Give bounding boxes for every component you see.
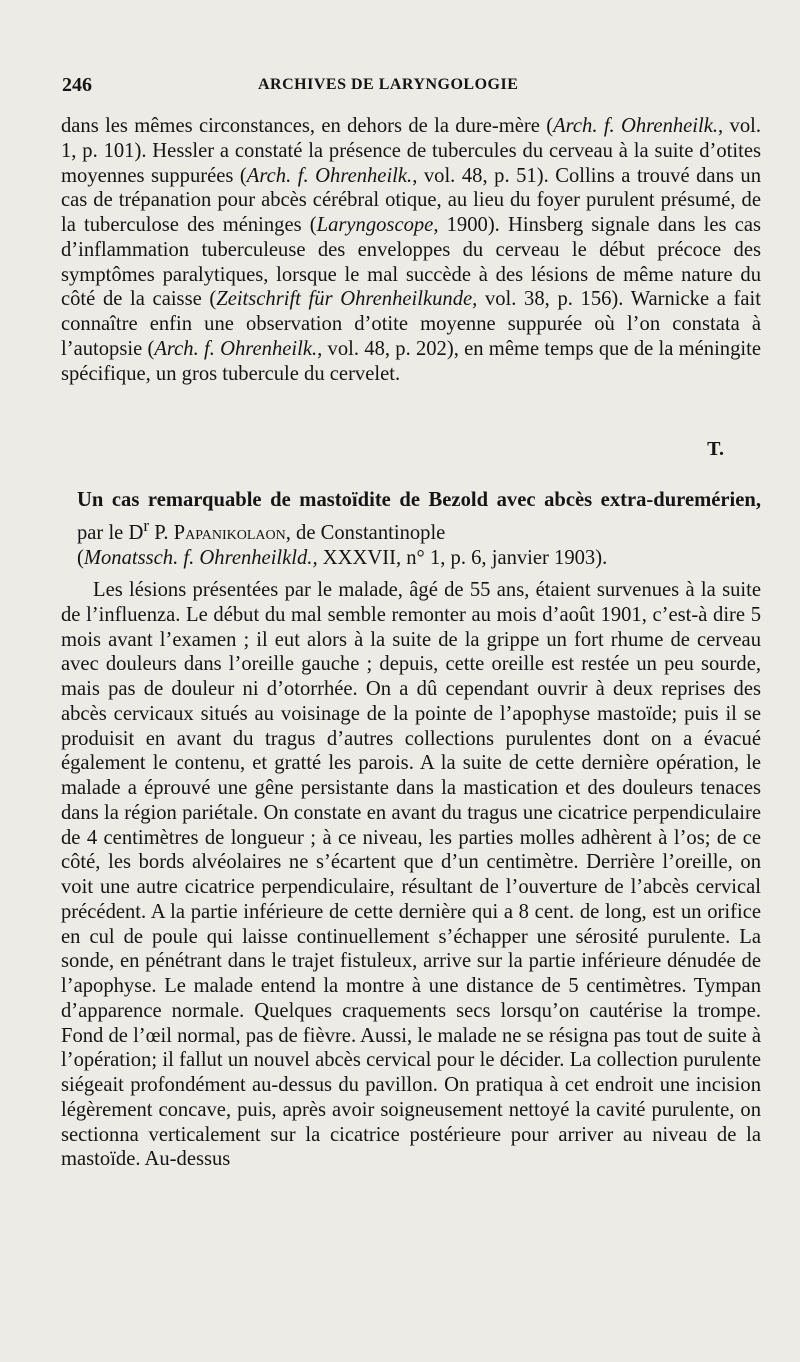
article-title: Un cas remarquable de mastoïdite de Bezold avec abcès extra-duremérien, — [77, 489, 761, 511]
byline-location: , de Constantinople — [285, 521, 446, 544]
byline-sup: r — [143, 516, 150, 535]
citation: Arch. f. Ohrenheilk. — [553, 115, 719, 137]
source-details: XXXVII, n° 1, p. 6, janvier 1903). — [317, 546, 608, 569]
text-run: vol. 48, p. 202), en même temps que de la méningite spécifique, un gros tubercule du cervelet. — [61, 337, 761, 385]
author-signature: T. — [707, 438, 724, 460]
running-title: ARCHIVES DE LARYNGOLOGIE — [258, 76, 519, 93]
text-run: 1900). Hinsberg signale dans les cas d’inflammation tuberculeuse des enveloppes du cerveau le début précoce des symptômes paralytiques, lorsque le mal succède à des lésions de même nature du côté de la caisse ( — [61, 214, 761, 311]
citation: Zeitschrift für Ohrenheilkunde, — [216, 288, 478, 311]
closing-paragraph — [61, 114, 761, 386]
author-name: Papanikolaon — [173, 521, 286, 544]
article-heading — [61, 488, 761, 571]
page-header — [62, 74, 762, 104]
source-open: ( — [77, 546, 84, 569]
text-run: dans les mêmes circonstances, en dehors de la dure-mère ( — [61, 115, 554, 137]
byline-initial: P. — [149, 521, 174, 544]
text-run: vol. 38, p. 156). Warnicke a fait connaître enfin une observation d’otite moyenne suppurée où l’on constata à l’autopsie ( — [61, 288, 761, 360]
article-source — [61, 546, 761, 571]
citation: Laryngoscope, — [316, 214, 439, 236]
article-body — [61, 578, 761, 1172]
body-paragraph: Les lésions présentées par le malade, âgé de 55 ans, étaient survenues à la suite de l’influenza. Le début du mal semble remonter au mois d’août 1901, c’est-à dire 5 mois avant l’examen ; il eut alors à la suite de la grippe un fort rhume de cerveau avec douleurs dans l’oreille gauche ; depuis, cette oreille est restée un peu sourde, mais pas de douleur ni d’otorrhée. On a dû cependant ouvrir à deux reprises des abcès cervicaux situés au voisinage de la pointe de l’apophyse mastoïde; puis il se produisit en avant du tragus d’autres collections purulentes dont on a évacué également le contenu, et gratté les parois. A la suite de cette dernière opération, le malade a éprouvé une gêne persistante dans la mastication et des douleurs tenaces dans la région pariétale. On constate en avant du tragus une cicatrice perpendiculaire de 4 centimètres de longueur ; à ce niveau, les parties molles adhèrent à l’os; de ce côté, les bords alvéolaires ne s’écartent que d’un centimètre. Derrière l’oreille, on voit une autre cicatrice perpendiculaire, résultant de l’ouverture de l’abcès cervical précédent. A la partie inférieure de cette dernière qui a 8 cent. de long, est un orifice en cul de poule qui laisse continuellement s’échapper une sérosité purulente. La sonde, en pénétrant dans le trajet fistuleux, arrive sur la partie inférieure dénudée de l’apophyse. Le malade entend la montre à une distance de 5 centimètres. Tympan d’apparence normale. Quelques craquements secs lorsqu’on cautérise la trompe. Fond de l’œil normal, pas de fièvre. Aussi, le malade ne se résigna pas tout de suite à l’opération; il fallut un nouvel abcès cervical pour le décider. La collection purulente siégeait profondément au-dessus du pavillon. On pratiqua à cet endroit une incision légèrement concave, puis, après avoir soigneusement nettoyé la cavité purulente, on sectionna verticalement sur la cicatrice postérieure pour arriver au niveau de la mastoïde. Au-dessus — [61, 579, 762, 1171]
source-journal: Monatssch. f. Ohrenheilkld., — [83, 546, 318, 569]
citation: Arch. f. Ohrenheilk. — [246, 164, 413, 187]
text-run: , vol. 48, p. 51). Collins a trouvé dans un cas de trépanation pour abcès cérébral otique, au lieu du foyer purulent présumé, de la tuberculose des méninges ( — [61, 164, 762, 236]
byline-pre: par le D — [77, 521, 144, 544]
citation: Arch. f. Ohrenheilk., — [154, 337, 323, 360]
page-number: 246 — [62, 74, 92, 96]
article-title-line — [61, 488, 761, 546]
text-run: , vol. 1, p. 101). Hessler a constaté la présence de tubercules du cerveau à la suite d’otites moyennes suppurées ( — [61, 115, 761, 187]
